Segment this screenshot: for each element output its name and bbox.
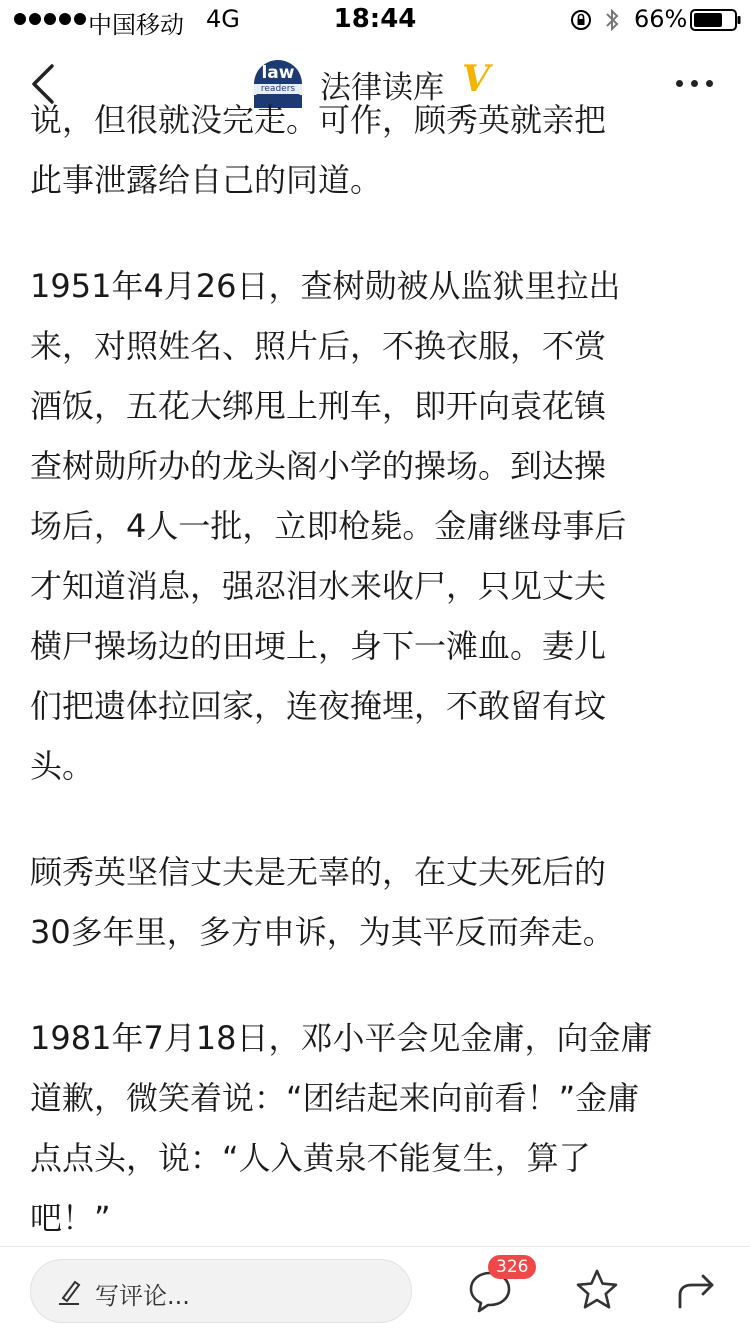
comment-placeholder: 写评论... [95,1282,190,1310]
carrier-name: 中国移动 [88,11,184,39]
more-options-icon[interactable] [676,80,713,87]
logo-text-primary: law [261,63,295,83]
account-name[interactable]: 法律读库 [320,70,444,106]
article-paragraph: 1951年4月26日，查树勋被从监狱里拉出 来，对照姓名、照片后，不换衣服，不赏 酒饭，五花大绑甩上刑车，即开向袁花镇 查树勋所办的龙头阁小学的操场。到达操 场后，4人一批，立即枪毙。金庸继母事后 才知道消息，强忍泪水来收尸，只见丈夫 横尸操场边的田埂上，身下一滩血。妻儿 们把遗体拉回家，连夜掩埋，不敢留有坟 头。 [30,267,627,785]
battery-icon [690,9,742,31]
comment-count-badge: 326 [488,1255,536,1279]
bottom-action-bar [0,1246,750,1334]
share-icon[interactable] [676,1269,718,1311]
star-icon[interactable] [574,1267,620,1313]
network-type: 4G [206,5,240,33]
article-body [30,101,722,1246]
bluetooth-icon [604,6,620,34]
status-bar [0,0,750,40]
battery-percentage: 66% [634,5,688,33]
article-paragraph: 说，但很就没完走。可作，顾秀英就亲把 此事泄露给自己的同道。 [30,101,607,199]
comment-input[interactable] [30,1259,412,1323]
article-paragraph: 顾秀英坚信丈夫是无辜的，在丈夫死后的 30多年里，多方申诉，为其平反而奔走。 [30,853,615,951]
status-time: 18:44 [333,4,417,34]
article-scroll-content [30,90,722,1294]
article-paragraph: 1981年7月18日，邓小平会见金庸，向金庸 道歉，微笑着说：“团结起来向前看！”金庸 点点头，说：“人入黄泉不能复生，算了 吧！” [30,1019,653,1237]
rotation-lock-icon [570,9,592,31]
logo-text-secondary: readers [254,84,302,94]
verified-badge-icon: V [462,58,490,100]
pen-icon [57,1278,83,1306]
